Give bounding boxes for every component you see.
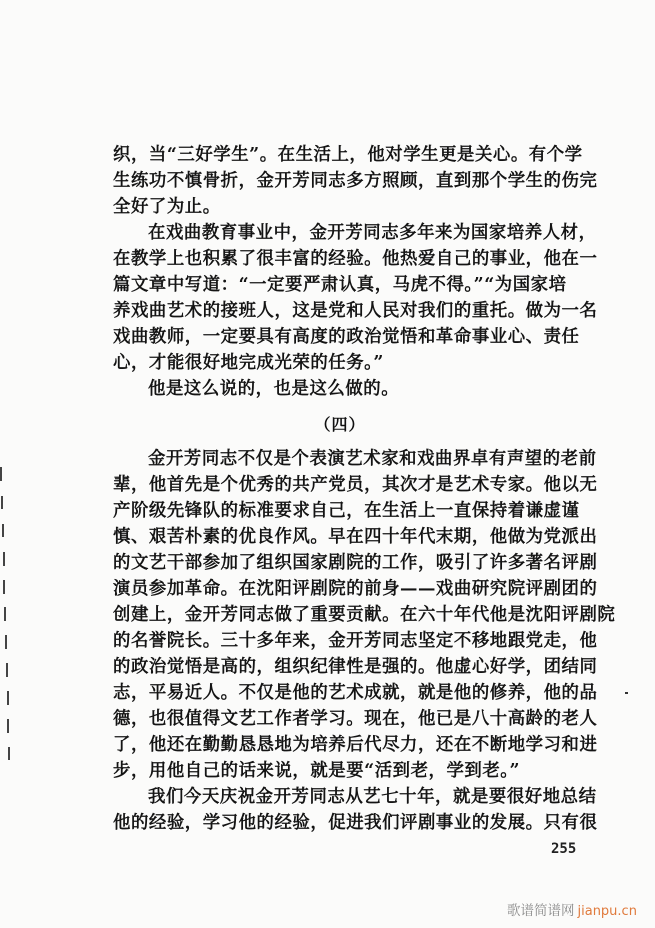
text-line: 全好了为止。 (113, 197, 221, 217)
paragraph-start-line: 金开芳同志不仅是个表演艺术家和戏曲界卓有声望的老前 (148, 449, 597, 469)
paragraph-start-line: 他是这么说的，也是这么做的。 (148, 379, 400, 399)
watermark (507, 899, 637, 919)
paragraph-start-line: 在戏曲教育事业中，金开芳同志多年来为国家培养人材， (148, 223, 597, 243)
binding-mark (0, 467, 2, 481)
text-line: 织，当“三好学生”。在生活上，他对学生更是关心。有个学 (113, 145, 583, 165)
watermark-url: jianpu.cn (577, 904, 637, 919)
text-line: 演员参加革命。在沈阳评剧院的前身——戏曲研究院评剧团的 (113, 579, 598, 599)
text-line: 步，用他自己的话来说，就是要“活到老，学到老。” (113, 761, 521, 781)
binding-mark (6, 663, 8, 677)
text-line: 生练功不慎骨折，金开芳同志多方照顾，直到那个学生的伤完 (113, 171, 598, 191)
text-line: 戏曲教师，一定要具有高度的政治觉悟和革命事业心、责任 (113, 327, 580, 347)
text-line: 的文艺干部参加了组织国家剧院的工作，吸引了许多著名评剧 (113, 553, 598, 573)
binding-mark (2, 524, 4, 537)
scan-speck (625, 692, 628, 694)
binding-mark (1, 496, 3, 509)
text-line: 心，才能很好地完成光荣的任务。” (113, 353, 384, 373)
text-line: 的政治觉悟是高的，组织纪律性是强的。他虚心好学，团结同 (113, 657, 598, 677)
text-line: 慎、艰苦朴素的优良作风。早在四十年代末期，他做为党派出 (113, 527, 598, 547)
text-line: 产阶级先锋队的标准要求自己，在生活上一直保持着谦虚谨 (113, 501, 580, 521)
text-line: 的名誉院长。三十多年来，金开芳同志坚定不移地跟党走，他 (113, 631, 598, 651)
text-line: 德，也很值得文艺工作者学习。现在，他已是八十高龄的老人 (113, 709, 598, 729)
page-number: 255 (551, 841, 577, 857)
paragraph-start-line: 我们今天庆祝金开芳同志从艺七十年，就是要很好地总结 (148, 787, 597, 807)
binding-mark (3, 580, 5, 594)
text-line: 辈，他首先是个优秀的共产党员，其次才是艺术专家。他以无 (113, 475, 598, 495)
text-line: 他的经验，学习他的经验，促进我们评剧事业的发展。只有很 (113, 813, 598, 833)
binding-mark (3, 552, 5, 566)
binding-mark (7, 719, 9, 733)
text-line: 志，平易近人。不仅是他的艺术成就，就是他的修养，他的品 (113, 683, 598, 703)
binding-mark (5, 635, 7, 649)
text-line: 了，他还在勤勤恳恳地为培养后代尽力，还在不断地学习和进 (113, 735, 598, 755)
section-heading: （四） (314, 415, 366, 434)
text-line: 篇文章中写道：“一定要严肃认真，马虎不得。”“为国家培 (113, 275, 567, 295)
binding-mark (4, 607, 6, 621)
binding-mark (7, 691, 9, 705)
text-line: 养戏曲艺术的接班人，这是党和人民对我们的重托。做为一名 (113, 301, 598, 321)
text-line: 在教学上也积累了很丰富的经验。他热爱自己的事业，他在一 (113, 249, 598, 269)
text-line: 创建上，金开芳同志做了重要贡献。在六十年代他是沈阳评剧院 (113, 605, 616, 625)
binding-mark (8, 747, 10, 760)
watermark-site-name: 歌谱简谱网 (507, 903, 575, 919)
